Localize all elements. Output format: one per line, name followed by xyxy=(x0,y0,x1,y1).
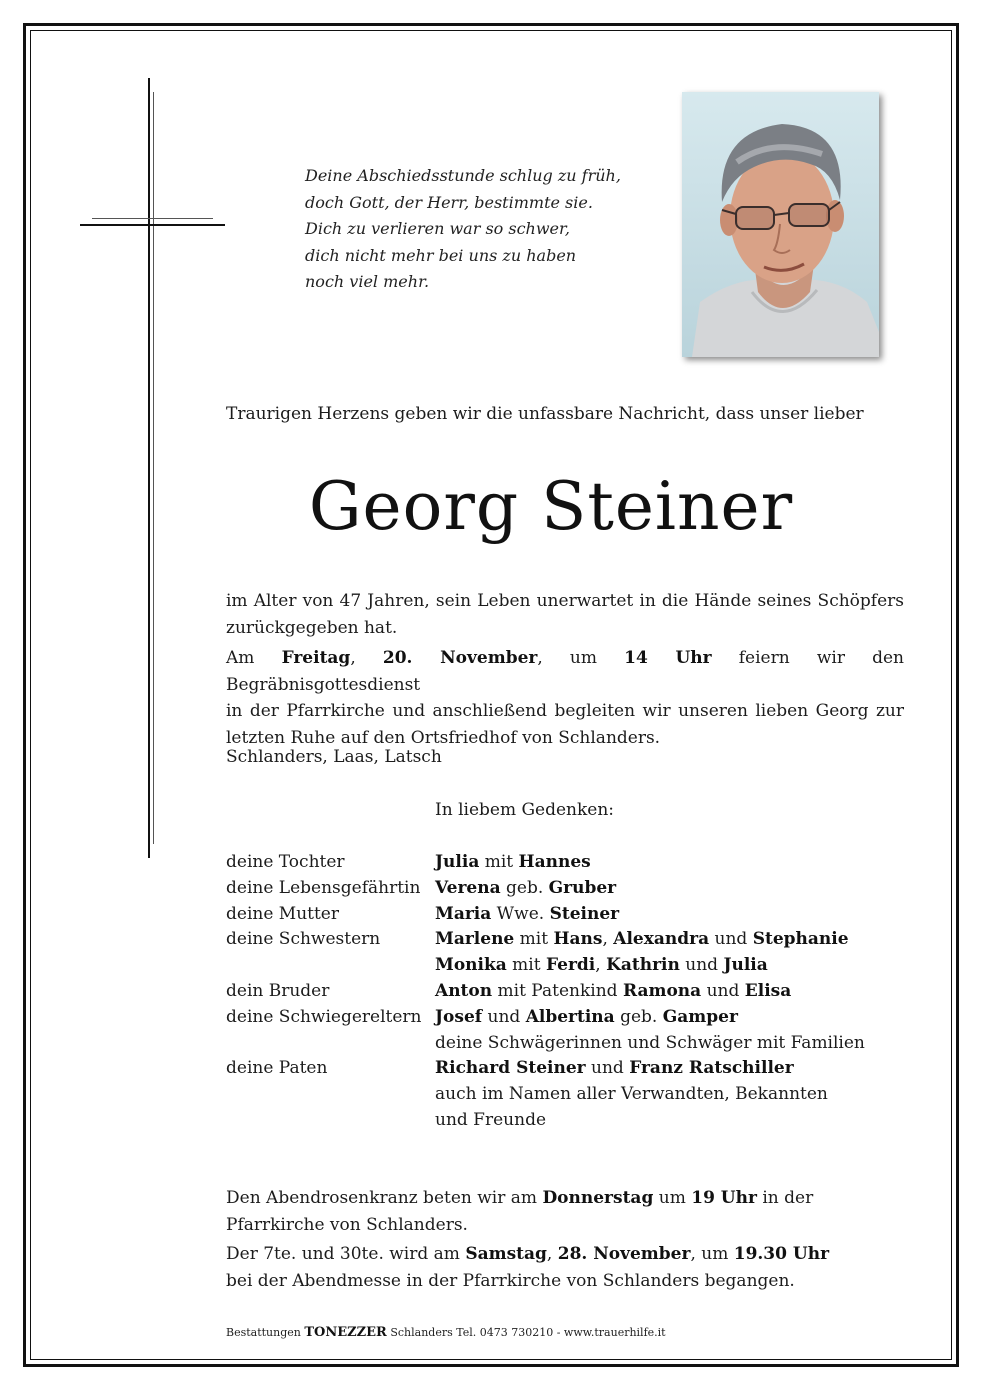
footer-imprint: Bestattungen TONEZZER Schlanders Tel. 0473 730210 - www.trauerhilfe.it xyxy=(226,1325,666,1340)
family-row: auch im Namen aller Verwandten, Bekannten xyxy=(435,1084,828,1105)
age-line-2: zurückgegeben hat. xyxy=(226,617,398,638)
poem xyxy=(305,163,645,296)
family-row: deine Schwägerinnen und Schwäger mit Familien xyxy=(435,1032,865,1053)
family-row: deine Lebensgefährtin Verena geb. Gruber xyxy=(226,877,617,898)
funeral-line-2: in der Pfarrkirche und anschließend begleiten wir unseren lieben Georg zur xyxy=(226,701,904,721)
family-row: dein Bruder Anton mit Patenkind Ramona und Elisa xyxy=(226,980,792,1001)
family-row: Monika mit Ferdi, Kathrin und Julia xyxy=(435,955,768,976)
poem-line: doch Gott, der Herr, bestimmte sie. xyxy=(305,192,593,212)
poem-line: Dich zu verlieren war so schwer, xyxy=(305,219,570,238)
memoriam-heading: In liebem Gedenken: xyxy=(435,800,615,820)
rosary-line-2: Pfarrkirche von Schlanders. xyxy=(226,1214,468,1235)
rosary-line-1: Den Abendrosenkranz beten wir am Donnerstag um 19 Uhr in der xyxy=(226,1188,814,1208)
family-row: deine Paten Richard Steiner und Franz Ratschiller xyxy=(226,1058,794,1079)
family-row: und Freunde xyxy=(435,1109,547,1130)
family-row: deine Tochter Julia mit Hannes xyxy=(226,852,591,872)
funeral-line-3: letzten Ruhe auf den Ortsfriedhof von Schlanders. xyxy=(226,727,661,748)
masses-line-1: Der 7te. und 30te. wird am Samstag, 28. November, um 19.30 Uhr xyxy=(226,1244,830,1264)
funeral-line-1: Am Freitag, 20. November, um 14 Uhr feiern wir den Begräbnisgottesdienst xyxy=(226,648,904,695)
intro-text: Traurigen Herzens geben wir die unfassbare Nachricht, dass unser lieber xyxy=(226,404,864,424)
portrait-photo xyxy=(682,92,879,357)
rosary-paragraph xyxy=(226,1185,904,1238)
poem-line: Deine Abschiedsstunde schlug zu früh, xyxy=(305,166,621,185)
places: Schlanders, Laas, Latsch xyxy=(226,747,442,767)
family-row: deine Schwestern Marlene mit Hans, Alexandra und Stephanie xyxy=(226,929,849,950)
age-line-1: im Alter von 47 Jahren, sein Leben unerwartet in die Hände seines Schöpfers xyxy=(226,591,904,611)
family-row: deine Schwiegereltern Josef und Albertina geb. Gamper xyxy=(226,1006,738,1027)
family-row: deine Mutter Maria Wwe. Steiner xyxy=(226,903,620,924)
family-list xyxy=(226,850,865,1134)
poem-line: noch viel mehr. xyxy=(305,272,430,291)
deceased-name: Georg Steiner xyxy=(308,468,794,545)
funeral-paragraph xyxy=(226,645,904,751)
masses-line-2: bei der Abendmesse in der Pfarrkirche von Schlanders begangen. xyxy=(226,1270,795,1291)
age-paragraph xyxy=(226,588,904,641)
masses-paragraph xyxy=(226,1241,904,1294)
poem-line: dich nicht mehr bei uns zu haben xyxy=(305,245,577,265)
